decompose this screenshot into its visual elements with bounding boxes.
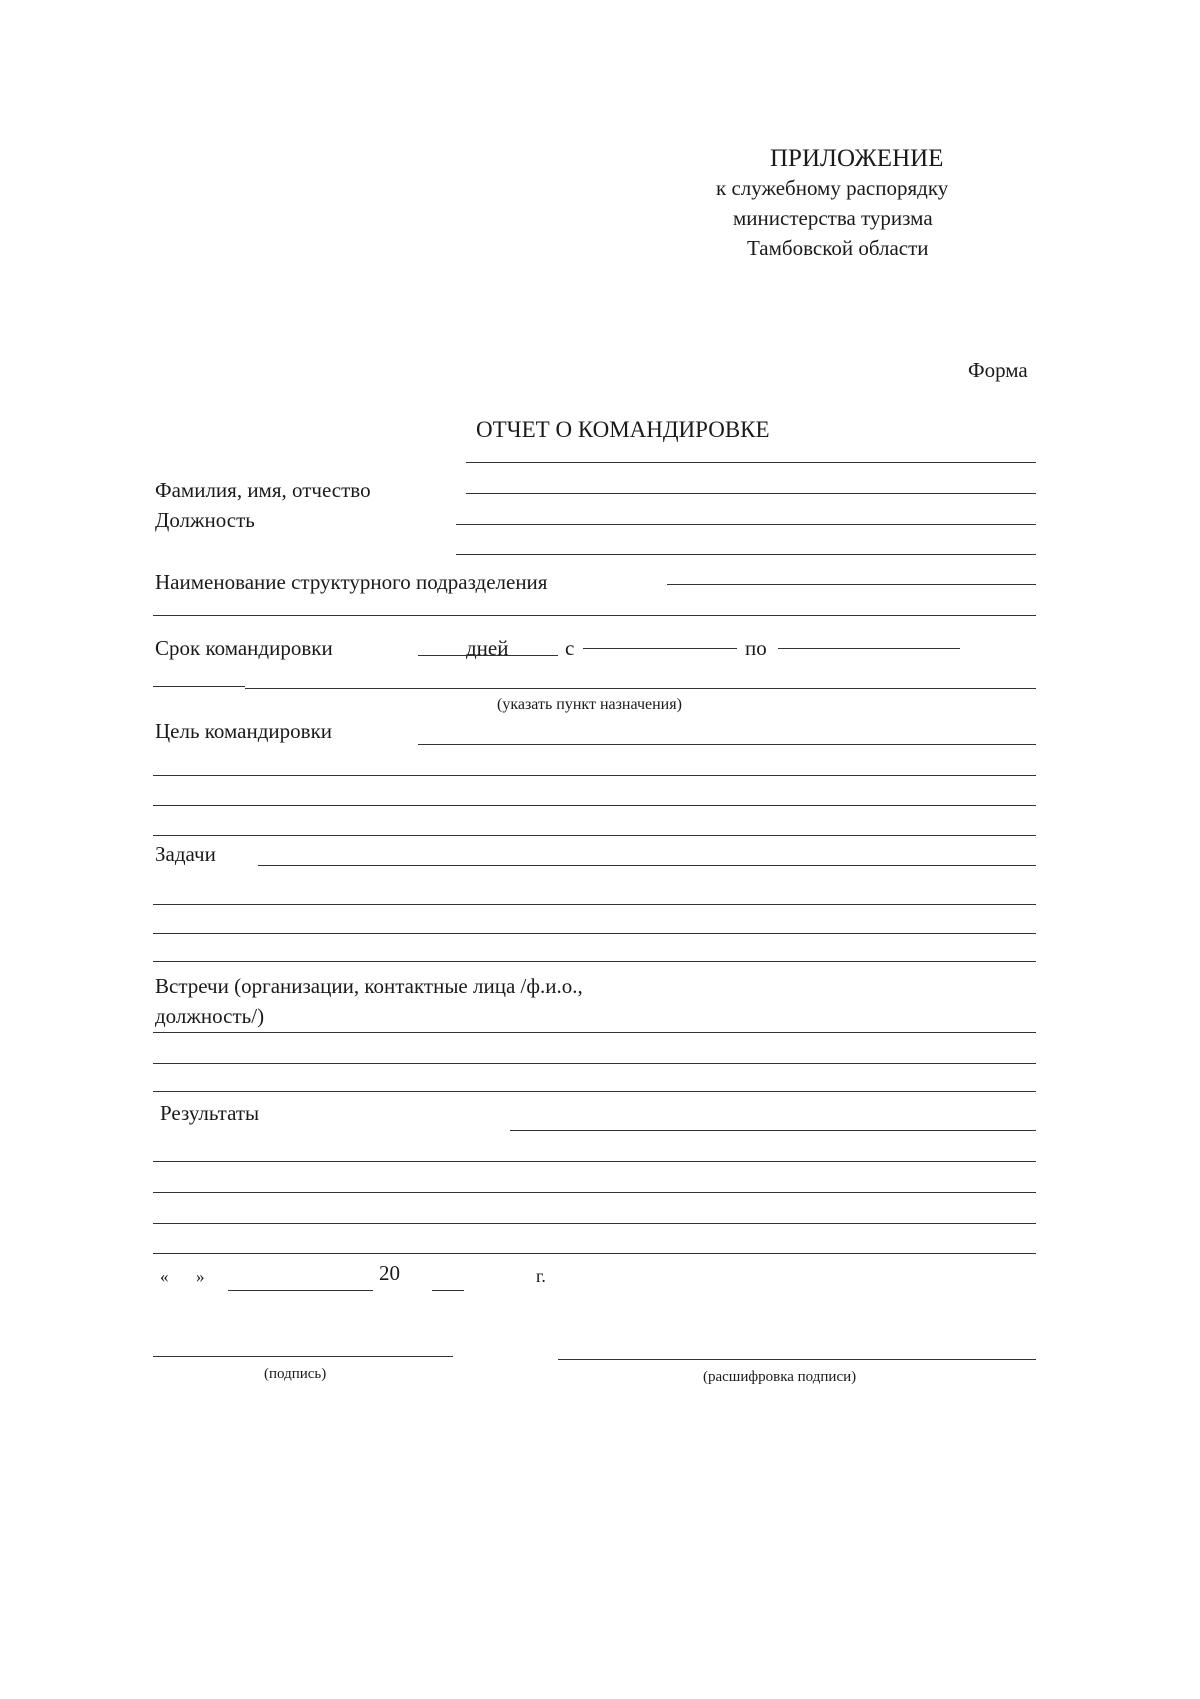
destination-fill-line-left[interactable] — [153, 686, 245, 687]
purpose-label: Цель командировки — [155, 719, 333, 743]
appendix-line-3: Тамбовской области — [747, 236, 929, 260]
department-fill-line[interactable] — [667, 584, 1036, 585]
tasks-fill-line[interactable] — [258, 865, 1036, 866]
to-label: по — [745, 636, 767, 660]
signature-fill-line[interactable] — [153, 1356, 453, 1357]
days-fill-line[interactable] — [418, 655, 558, 656]
tasks-fill-line-2[interactable] — [153, 904, 1036, 905]
full-name-fill-line[interactable] — [466, 493, 1036, 494]
date-year-fill-line[interactable] — [432, 1290, 464, 1291]
term-label: Срок командировки — [155, 636, 333, 660]
results-fill-line-4[interactable] — [153, 1223, 1036, 1224]
meetings-fill-line-2[interactable] — [153, 1063, 1036, 1064]
date-month-fill-line[interactable] — [228, 1290, 373, 1291]
department-fill-line-2[interactable] — [153, 615, 1036, 616]
date-quote-close: » — [196, 1267, 205, 1286]
full-name-label: Фамилия, имя, отчество — [155, 478, 371, 502]
results-label: Результаты — [160, 1101, 260, 1125]
from-label: с — [565, 636, 575, 660]
form-label: Форма — [968, 358, 1028, 382]
purpose-fill-line-3[interactable] — [153, 805, 1036, 806]
signature-hint: (подпись) — [264, 1366, 327, 1382]
meetings-fill-line-3[interactable] — [153, 1091, 1036, 1092]
to-date-fill-line[interactable] — [778, 648, 960, 649]
date-quote-open: « — [160, 1267, 169, 1286]
purpose-fill-line-2[interactable] — [153, 775, 1036, 776]
position-fill-line-2[interactable] — [456, 554, 1036, 555]
document-title: ОТЧЕТ О КОМАНДИРОВКЕ — [476, 417, 770, 442]
results-fill-line-2[interactable] — [153, 1161, 1036, 1162]
meetings-fill-line[interactable] — [153, 1032, 1036, 1033]
tasks-fill-line-4[interactable] — [153, 961, 1036, 962]
results-fill-line-3[interactable] — [153, 1192, 1036, 1193]
destination-fill-line[interactable] — [245, 688, 1036, 689]
fill-line[interactable] — [466, 462, 1036, 463]
results-fill-line-5[interactable] — [153, 1253, 1036, 1254]
days-label: дней — [466, 636, 509, 660]
destination-hint: (указать пункт назначения) — [497, 696, 682, 713]
purpose-fill-line-4[interactable] — [153, 835, 1036, 836]
signature-decoding-fill-line[interactable] — [558, 1359, 1036, 1360]
date-year-suffix: г. — [536, 1266, 546, 1286]
meetings-label-line-1: Встречи (организации, контактные лица /ф.и.о., — [155, 974, 583, 998]
signature-decoding-hint: (расшифровка подписи) — [703, 1369, 857, 1385]
appendix-title: ПРИЛОЖЕНИЕ — [770, 145, 944, 172]
date-century: 20 — [379, 1261, 400, 1285]
tasks-fill-line-3[interactable] — [153, 933, 1036, 934]
appendix-line-1: к служебному распорядку — [716, 176, 949, 200]
department-label: Наименование структурного подразделения — [155, 570, 548, 594]
position-label: Должность — [155, 508, 255, 532]
meetings-label-line-2: должность/) — [155, 1004, 265, 1028]
tasks-label: Задачи — [155, 842, 216, 866]
position-fill-line[interactable] — [456, 524, 1036, 525]
results-fill-line[interactable] — [510, 1130, 1036, 1131]
appendix-line-2: министерства туризма — [733, 206, 933, 230]
purpose-fill-line[interactable] — [418, 744, 1036, 745]
from-date-fill-line[interactable] — [583, 648, 737, 649]
